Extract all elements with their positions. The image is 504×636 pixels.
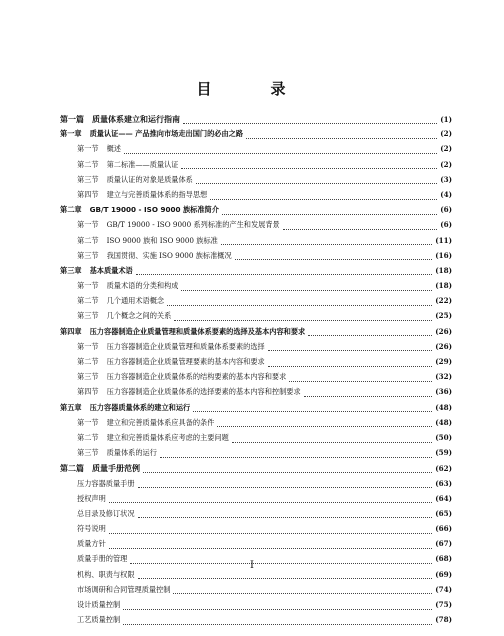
toc-entry-title: 压力容器制造企业质量管理和质量体系要素的选择及基本内容和要求 [89,326,306,336]
toc-entry-title: 授权声明 [77,493,106,503]
dot-leader [193,411,432,412]
toc-entry-title: 质量手册的管理 [77,554,128,564]
toc-page-number: (6) [440,205,452,215]
toc-page-number: (78) [435,615,452,625]
dot-leader [181,290,432,291]
toc-page-number: (26) [435,326,452,336]
toc-page-number: (63) [435,478,452,488]
page-title: 目 录 [196,80,308,98]
toc-page-number: (26) [435,341,452,351]
toc-section-number: 第四章 [60,326,82,336]
toc-section-number: 第二节 [77,159,99,169]
toc-entry [60,266,452,281]
toc-entry [60,114,452,129]
toc-section-number: 第三节 [77,250,99,260]
toc-page-number: (4) [440,189,452,199]
toc-page-number: (50) [435,432,452,442]
toc-section-number: 第二节 [77,235,99,245]
toc-entry [60,281,452,296]
toc-entry [60,448,452,463]
toc-entry-title: 压力容器制造企业质量管理和质量体系要素的选择 [106,341,265,351]
dot-leader [308,335,432,336]
toc-section-number: 第一节 [77,220,99,230]
toc-entry-title: 市场调研和合同管理质量控制 [77,584,171,594]
dot-leader [283,229,437,230]
dot-leader [232,442,432,443]
toc-entry-title: 总目录及修订状况 [77,508,135,518]
dot-leader [268,350,432,351]
toc-page-number: (25) [435,311,452,321]
toc-page-number: (32) [435,372,452,382]
toc-entry-title: GB/T 19000 - ISO 9000 系列标准的产生和发展背景 [106,220,280,230]
dot-leader [181,168,437,169]
toc-page-number: (29) [435,357,452,366]
toc-page-number: (62) [435,464,452,474]
toc-entry-title: 建立与完善质量体系的指导思想 [106,189,208,199]
toc-entry [60,205,452,220]
toc-entry-title: 符号说明 [77,524,106,534]
dot-leader [109,502,432,503]
toc-entry [60,615,452,630]
dot-leader [123,609,432,610]
toc-section-number: 第一节 [77,281,99,291]
toc-entry [60,570,452,585]
toc-entry-title: 压力容器质量手册 [77,478,135,488]
dot-leader [304,396,433,397]
dot-leader [123,624,432,625]
toc-page-number: (75) [435,600,452,609]
toc-entry-title: 第二标准——质量认证 [106,159,179,169]
toc-section-number: 第一节 [77,144,99,154]
toc-page-number: (66) [435,524,452,534]
toc-entry [60,311,452,326]
dot-leader [235,259,433,260]
toc-section-number: 第一节 [77,417,99,427]
toc-page-number: (1) [440,115,452,124]
toc-section-number: 第三节 [77,174,99,184]
toc-section-number: 第一篇 [60,115,84,124]
toc-entry-title: 设计质量控制 [77,600,121,609]
toc-page-number: (2) [440,144,452,154]
dot-leader [221,244,432,245]
toc-page-number: (65) [435,508,452,518]
toc-entry [60,372,452,387]
dot-leader [196,183,437,184]
toc-section-number: 第五章 [60,402,82,412]
dot-leader [217,426,432,427]
toc-entry-title: 几个通用术语概念 [106,296,165,306]
toc-entry [60,387,452,402]
toc-page-number: (48) [435,402,452,412]
toc-section-number: 第一节 [77,341,99,351]
toc-entry-title: 压力容器质量体系的建立和运行 [89,402,191,412]
toc-entry-title: 质量认证的对象是质量体系 [106,174,193,184]
toc-page-number: (74) [435,584,452,594]
toc-page-number: (2) [440,129,452,139]
dot-leader [183,123,437,124]
dot-leader [136,274,432,275]
dot-leader [268,366,432,367]
toc-entry [60,190,452,205]
toc-entry-title: 质量认证—— 产品推向市场走出国门的必由之路 [89,129,244,139]
dot-leader [138,517,433,518]
toc-entry-title: 工艺质量控制 [77,615,121,625]
toc-page-number: (2) [440,159,452,169]
toc-page-number: (3) [440,174,452,184]
dot-leader [138,578,433,579]
toc-entry-title: 我国贯彻、实施 ISO 9000 族标准概况 [106,250,232,260]
toc-section-number: 第四节 [77,189,99,199]
dot-leader [160,457,432,458]
toc-entry [60,251,452,266]
dot-leader [167,305,432,306]
toc-entry [60,418,452,433]
toc-entry [60,144,452,159]
toc-entry-title: 压力容器制造企业质量管理要素的基本内容和要求 [106,357,265,366]
toc-page-number: (22) [435,296,452,306]
toc-page-number: (68) [435,554,452,564]
toc-page-number: (69) [435,569,452,579]
toc-section-number: 第二节 [77,357,99,366]
toc-entry [60,479,452,494]
toc-page-number: (36) [435,387,452,397]
toc-page-number: (59) [435,448,452,458]
dot-leader [124,153,437,154]
toc-section-number: 第三节 [77,311,99,321]
toc-page-number: (11) [435,235,452,245]
toc-entry-title: 质量方针 [77,539,106,549]
toc-entry [60,539,452,554]
toc-entry-title: ISO 9000 族和 ISO 9000 族标准 [106,235,218,245]
dot-leader [246,138,437,139]
dot-leader [109,533,432,534]
toc-page-number: (18) [435,265,452,275]
toc-page-number: (6) [440,220,452,230]
toc-entry [60,220,452,235]
toc-entry [60,403,452,418]
toc-entry-title: 质量体系建立和运行指南 [92,115,180,124]
toc-section-number: 第一章 [60,129,82,139]
toc-page-number: (67) [435,539,452,549]
toc-entry-title: 压力容器制造企业质量体系的选择要素的基本内容和控制要求 [106,387,301,397]
toc-section-number: 第三节 [77,372,99,382]
toc-entry-title: 压力容器制造企业质量体系的结构要素的基本内容和要求 [106,372,287,382]
dot-leader [138,487,433,488]
toc-entry-title: 建立和完善质量体系应具备的条件 [106,417,215,427]
dot-leader [173,593,432,594]
page-number: I [250,560,254,571]
toc-entry-title: 建立和完善质量体系应考虑的主要问题 [106,432,229,442]
toc-section-number: 第三章 [60,265,82,275]
toc-entry [60,160,452,175]
toc-section-number: 第二篇 [60,464,84,474]
toc-page-number: (48) [435,417,452,427]
dot-leader [143,472,432,473]
toc-entry [60,175,452,190]
toc-entry [60,494,452,509]
toc-section-number: 第三节 [77,448,99,458]
toc-entry [60,433,452,448]
toc-entry-title: 几个概念之间的关系 [106,311,172,321]
dot-leader [289,381,432,382]
toc-entry [60,129,452,144]
toc-section-number: 第四节 [77,387,99,397]
dot-leader [210,199,437,200]
toc-entry [60,600,452,615]
toc-entry [60,342,452,357]
toc-entry-title: 质量手册范例 [92,464,140,474]
toc-section-number: 第二章 [60,205,82,215]
toc-entry [60,236,452,251]
toc-entry [60,327,452,342]
toc-entry-title: GB/T 19000 - ISO 9000 族标准简介 [89,205,219,215]
toc-entry-title: 机构、职责与权限 [77,569,135,579]
toc-entry-title: 质量体系的运行 [106,448,157,458]
toc-entry [60,463,452,478]
toc-page-number: (16) [435,250,452,260]
toc-entry [60,509,452,524]
dot-leader [174,320,432,321]
toc-page-number: (18) [435,281,452,291]
toc-section-number: 第二节 [77,296,99,306]
toc-entry [60,357,452,372]
toc-entry [60,524,452,539]
toc-page-number: (64) [435,493,452,503]
toc-entry [60,296,452,311]
dot-leader [109,548,432,549]
table-of-contents [60,114,452,630]
toc-entry [60,585,452,600]
toc-entry-title: 基本质量术语 [89,265,133,275]
dot-leader [222,214,437,215]
toc-section-number: 第二节 [77,432,99,442]
toc-entry-title: 概述 [106,144,121,154]
toc-entry-title: 质量术语的分类和构成 [106,281,179,291]
